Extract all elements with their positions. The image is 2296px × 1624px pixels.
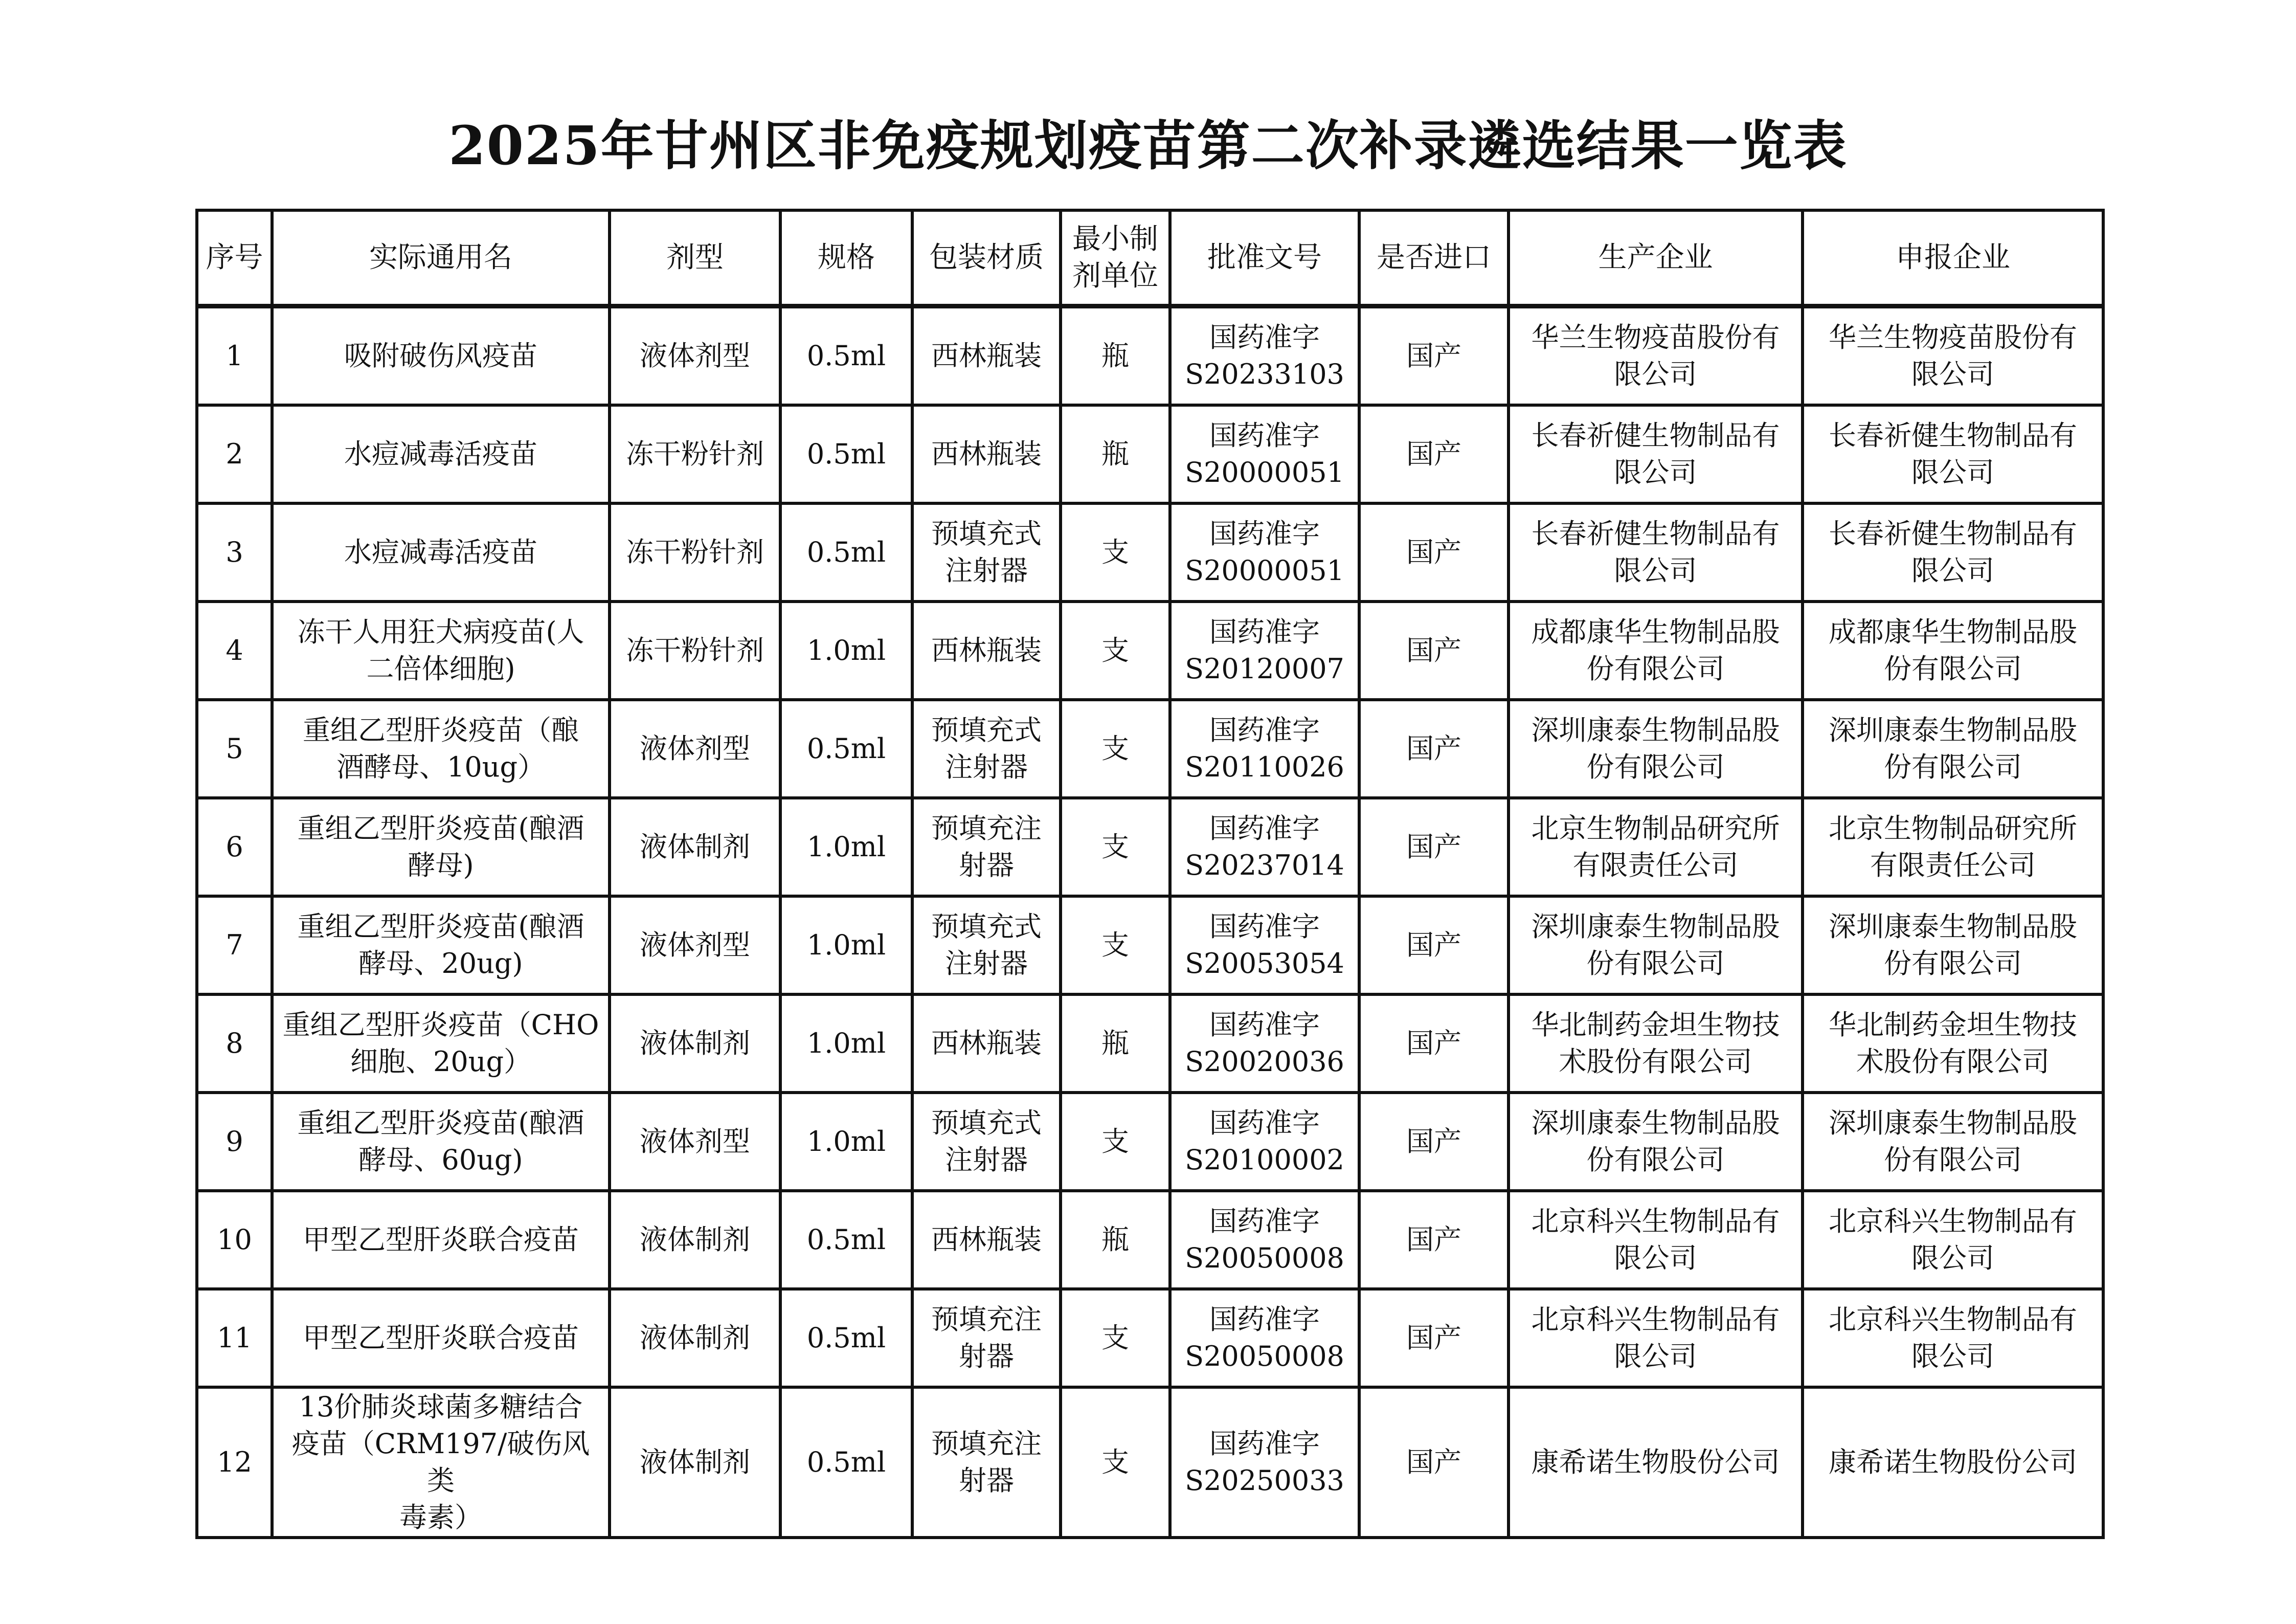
cell-imported: 国产 xyxy=(1359,306,1509,406)
cell-min-unit: 支 xyxy=(1061,1093,1170,1191)
cell-spec: 1.0ml xyxy=(780,798,912,896)
cell-applicant-line: 限公司 xyxy=(1911,1242,1994,1274)
cell-manufacturer-line: 长春祈健生物制品有 xyxy=(1531,419,1780,452)
cell-approval-line: 国药准字 xyxy=(1209,812,1320,844)
cell-name xyxy=(272,306,610,406)
cell-approval-line: S20110026 xyxy=(1185,751,1344,783)
cell-applicant-line: 北京生物制品研究所 xyxy=(1829,812,2077,844)
cell-manufacturer-line: 深圳康泰生物制品股 xyxy=(1531,1107,1780,1139)
cell-approval-line: 国药准字 xyxy=(1209,616,1320,648)
cell-index: 2 xyxy=(197,405,272,503)
table-row xyxy=(197,503,2103,602)
cell-name-line: 酵母、60ug) xyxy=(358,1144,523,1176)
cell-name-line: 重组乙型肝炎疫苗(酿酒 xyxy=(297,812,584,844)
cell-manufacturer-line: 深圳康泰生物制品股 xyxy=(1531,714,1780,746)
cell-approval xyxy=(1170,1191,1359,1289)
cell-name xyxy=(272,405,610,503)
vaccine-selection-table xyxy=(195,209,2105,1539)
cell-packaging xyxy=(912,798,1061,896)
cell-packaging xyxy=(912,1191,1061,1289)
header-packaging: 包装材质 xyxy=(912,210,1061,306)
cell-approval xyxy=(1170,1093,1359,1191)
cell-approval-line: 国药准字 xyxy=(1209,1107,1320,1139)
cell-name-line: 甲型乙型肝炎联合疫苗 xyxy=(303,1322,579,1354)
cell-packaging xyxy=(912,994,1061,1093)
cell-spec: 1.0ml xyxy=(780,602,912,700)
cell-packaging-line: 预填充式 xyxy=(931,518,1042,550)
cell-approval-line: 国药准字 xyxy=(1209,321,1320,353)
cell-manufacturer xyxy=(1509,306,1803,406)
cell-packaging-line: 西林瓶装 xyxy=(931,634,1042,666)
cell-min-unit: 支 xyxy=(1061,896,1170,994)
cell-manufacturer-line: 份有限公司 xyxy=(1586,947,1725,980)
cell-applicant xyxy=(1803,798,2103,896)
cell-manufacturer xyxy=(1509,700,1803,798)
cell-imported: 国产 xyxy=(1359,896,1509,994)
cell-packaging xyxy=(912,700,1061,798)
cell-approval xyxy=(1170,405,1359,503)
cell-manufacturer-line: 华北制药金坦生物技 xyxy=(1531,1009,1780,1041)
cell-imported: 国产 xyxy=(1359,1289,1509,1387)
table-row xyxy=(197,994,2103,1093)
cell-dosage-form: 液体制剂 xyxy=(610,1387,780,1538)
cell-approval xyxy=(1170,1289,1359,1387)
cell-approval xyxy=(1170,1387,1359,1538)
cell-dosage-form: 冻干粉针剂 xyxy=(610,405,780,503)
cell-packaging-line: 射器 xyxy=(959,1340,1014,1372)
header-manufacturer: 生产企业 xyxy=(1509,210,1803,306)
cell-packaging-line: 预填充注 xyxy=(931,1428,1042,1460)
cell-name xyxy=(272,503,610,602)
cell-packaging-line: 西林瓶装 xyxy=(931,438,1042,470)
cell-applicant-line: 康希诺生物股份公司 xyxy=(1829,1446,2077,1478)
cell-packaging-line: 注射器 xyxy=(945,947,1028,980)
cell-applicant xyxy=(1803,306,2103,406)
header-index: 序号 xyxy=(197,210,272,306)
cell-manufacturer-line: 限公司 xyxy=(1614,358,1697,390)
cell-name xyxy=(272,896,610,994)
cell-manufacturer-line: 份有限公司 xyxy=(1586,751,1725,783)
cell-name-line: 疫苗（CRM197/破伤风类 xyxy=(291,1428,590,1497)
cell-imported: 国产 xyxy=(1359,602,1509,700)
cell-manufacturer-line: 深圳康泰生物制品股 xyxy=(1531,910,1780,943)
cell-approval-line: 国药准字 xyxy=(1209,1205,1320,1237)
cell-name xyxy=(272,700,610,798)
cell-applicant-line: 华兰生物疫苗股份有 xyxy=(1829,321,2077,353)
document-title: 2025年甘州区非免疫规划疫苗第二次补录遴选结果一览表 xyxy=(448,114,1848,177)
cell-dosage-form: 冻干粉针剂 xyxy=(610,602,780,700)
cell-applicant-line: 深圳康泰生物制品股 xyxy=(1829,910,2077,943)
cell-approval-line: 国药准字 xyxy=(1209,910,1320,943)
cell-applicant xyxy=(1803,994,2103,1093)
cell-applicant xyxy=(1803,1191,2103,1289)
cell-approval-line: 国药准字 xyxy=(1209,518,1320,550)
cell-name-line: 吸附破伤风疫苗 xyxy=(344,340,537,372)
cell-dosage-form: 液体剂型 xyxy=(610,700,780,798)
cell-min-unit: 支 xyxy=(1061,503,1170,602)
cell-dosage-form: 液体剂型 xyxy=(610,1093,780,1191)
cell-approval-line: 国药准字 xyxy=(1209,419,1320,452)
cell-packaging-line: 西林瓶装 xyxy=(931,1027,1042,1059)
cell-approval xyxy=(1170,503,1359,602)
cell-approval xyxy=(1170,994,1359,1093)
cell-name-line: 重组乙型肝炎疫苗(酿酒 xyxy=(297,1107,584,1139)
cell-name xyxy=(272,1191,610,1289)
header-approval: 批准文号 xyxy=(1170,210,1359,306)
cell-spec: 1.0ml xyxy=(780,994,912,1093)
table-row xyxy=(197,306,2103,406)
cell-packaging xyxy=(912,896,1061,994)
cell-name-line: 水痘减毒活疫苗 xyxy=(344,536,537,568)
cell-manufacturer-line: 成都康华生物制品股 xyxy=(1531,616,1780,648)
cell-approval-line: 国药准字 xyxy=(1209,1303,1320,1336)
cell-applicant xyxy=(1803,405,2103,503)
cell-manufacturer-line: 限公司 xyxy=(1614,456,1697,488)
cell-imported: 国产 xyxy=(1359,1093,1509,1191)
cell-manufacturer-line: 术股份有限公司 xyxy=(1559,1045,1752,1078)
cell-packaging-line: 预填充式 xyxy=(931,714,1042,746)
cell-name-line: 酵母、20ug) xyxy=(358,947,523,980)
cell-packaging-line: 预填充注 xyxy=(931,1303,1042,1336)
cell-spec: 0.5ml xyxy=(780,700,912,798)
cell-name xyxy=(272,1289,610,1387)
cell-applicant-line: 华北制药金坦生物技 xyxy=(1829,1009,2077,1041)
header-min-unit xyxy=(1061,210,1170,306)
cell-applicant-line: 北京科兴生物制品有 xyxy=(1829,1205,2077,1237)
cell-name xyxy=(272,1093,610,1191)
cell-manufacturer xyxy=(1509,1387,1803,1538)
cell-dosage-form: 液体制剂 xyxy=(610,1289,780,1387)
cell-manufacturer xyxy=(1509,1093,1803,1191)
cell-min-unit: 支 xyxy=(1061,700,1170,798)
cell-approval-line: S20020036 xyxy=(1185,1045,1344,1078)
cell-dosage-form: 冻干粉针剂 xyxy=(610,503,780,602)
cell-applicant-line: 限公司 xyxy=(1911,358,1994,390)
cell-index: 8 xyxy=(197,994,272,1093)
cell-index: 6 xyxy=(197,798,272,896)
cell-approval xyxy=(1170,896,1359,994)
cell-approval-line: S20050008 xyxy=(1185,1340,1344,1372)
cell-applicant-line: 术股份有限公司 xyxy=(1856,1045,2050,1078)
cell-applicant xyxy=(1803,1289,2103,1387)
cell-dosage-form: 液体剂型 xyxy=(610,896,780,994)
cell-min-unit: 支 xyxy=(1061,798,1170,896)
cell-name-line: 细胞、20ug） xyxy=(350,1045,532,1078)
cell-name-line: 冻干人用狂犬病疫苗(人 xyxy=(297,616,584,648)
cell-imported: 国产 xyxy=(1359,503,1509,602)
cell-packaging xyxy=(912,405,1061,503)
cell-approval-line: S20120007 xyxy=(1185,653,1344,685)
header-imported: 是否进口 xyxy=(1359,210,1509,306)
cell-index: 4 xyxy=(197,602,272,700)
cell-applicant xyxy=(1803,700,2103,798)
cell-packaging-line: 注射器 xyxy=(945,751,1028,783)
cell-applicant xyxy=(1803,896,2103,994)
cell-manufacturer xyxy=(1509,1191,1803,1289)
cell-spec: 1.0ml xyxy=(780,1093,912,1191)
cell-manufacturer xyxy=(1509,896,1803,994)
cell-imported: 国产 xyxy=(1359,798,1509,896)
cell-name-line: 13价肺炎球菌多糖结合 xyxy=(299,1391,583,1423)
cell-name-line: 酒酵母、10ug） xyxy=(336,751,546,783)
table-row xyxy=(197,602,2103,700)
cell-index: 10 xyxy=(197,1191,272,1289)
header-spec: 规格 xyxy=(780,210,912,306)
cell-approval xyxy=(1170,602,1359,700)
cell-approval-line: S20237014 xyxy=(1185,849,1344,881)
cell-manufacturer-line: 北京科兴生物制品有 xyxy=(1531,1303,1780,1336)
header-dosage-form: 剂型 xyxy=(610,210,780,306)
cell-index: 3 xyxy=(197,503,272,602)
cell-imported: 国产 xyxy=(1359,1191,1509,1289)
cell-min-unit: 支 xyxy=(1061,1289,1170,1387)
cell-approval-line: S20100002 xyxy=(1185,1144,1344,1176)
cell-index: 5 xyxy=(197,700,272,798)
cell-packaging-line: 西林瓶装 xyxy=(931,1223,1042,1256)
cell-applicant-line: 北京科兴生物制品有 xyxy=(1829,1303,2077,1336)
cell-manufacturer-line: 康希诺生物股份公司 xyxy=(1531,1446,1780,1478)
cell-applicant-line: 份有限公司 xyxy=(1884,653,2022,685)
cell-applicant-line: 份有限公司 xyxy=(1884,751,2022,783)
cell-approval-line: S20000051 xyxy=(1185,456,1344,488)
cell-manufacturer-line: 限公司 xyxy=(1614,554,1697,587)
header-min-unit-line: 剂单位 xyxy=(1072,259,1158,293)
cell-applicant xyxy=(1803,1093,2103,1191)
cell-packaging xyxy=(912,503,1061,602)
cell-packaging-line: 预填充注 xyxy=(931,812,1042,844)
table-row xyxy=(197,896,2103,994)
cell-spec: 0.5ml xyxy=(780,1387,912,1538)
table-row xyxy=(197,405,2103,503)
cell-manufacturer-line: 限公司 xyxy=(1614,1242,1697,1274)
table-row xyxy=(197,1387,2103,1538)
cell-packaging xyxy=(912,1289,1061,1387)
cell-spec: 0.5ml xyxy=(780,1191,912,1289)
cell-manufacturer-line: 长春祈健生物制品有 xyxy=(1531,518,1780,550)
table-row xyxy=(197,1093,2103,1191)
header-applicant: 申报企业 xyxy=(1803,210,2103,306)
cell-approval-line: S20000051 xyxy=(1185,554,1344,587)
table-row xyxy=(197,1289,2103,1387)
cell-applicant xyxy=(1803,1387,2103,1538)
cell-min-unit: 支 xyxy=(1061,602,1170,700)
cell-applicant-line: 限公司 xyxy=(1911,1340,1994,1372)
table-row xyxy=(197,1191,2103,1289)
cell-applicant-line: 份有限公司 xyxy=(1884,1144,2022,1176)
cell-index: 11 xyxy=(197,1289,272,1387)
cell-index: 1 xyxy=(197,306,272,406)
cell-applicant xyxy=(1803,503,2103,602)
cell-min-unit: 瓶 xyxy=(1061,994,1170,1093)
cell-index: 12 xyxy=(197,1387,272,1538)
cell-applicant-line: 份有限公司 xyxy=(1884,947,2022,980)
cell-name-line: 重组乙型肝炎疫苗（酿 xyxy=(303,714,579,746)
cell-approval-line: 国药准字 xyxy=(1209,1009,1320,1041)
cell-packaging-line: 预填充式 xyxy=(931,910,1042,943)
cell-packaging xyxy=(912,602,1061,700)
header-min-unit-line: 最小制 xyxy=(1072,223,1158,256)
cell-applicant-line: 深圳康泰生物制品股 xyxy=(1829,1107,2077,1139)
cell-imported: 国产 xyxy=(1359,1387,1509,1538)
cell-index: 7 xyxy=(197,896,272,994)
cell-manufacturer xyxy=(1509,798,1803,896)
cell-approval xyxy=(1170,700,1359,798)
cell-packaging xyxy=(912,1093,1061,1191)
cell-min-unit: 瓶 xyxy=(1061,306,1170,406)
cell-dosage-form: 液体制剂 xyxy=(610,994,780,1093)
cell-name-line: 重组乙型肝炎疫苗(酿酒 xyxy=(297,910,584,943)
cell-imported: 国产 xyxy=(1359,994,1509,1093)
cell-name-line: 水痘减毒活疫苗 xyxy=(344,438,537,470)
cell-applicant-line: 长春祈健生物制品有 xyxy=(1829,419,2077,452)
cell-manufacturer xyxy=(1509,405,1803,503)
cell-spec: 0.5ml xyxy=(780,405,912,503)
cell-approval-line: S20250033 xyxy=(1185,1464,1344,1497)
cell-packaging-line: 西林瓶装 xyxy=(931,340,1042,372)
table-row xyxy=(197,798,2103,896)
cell-index: 9 xyxy=(197,1093,272,1191)
cell-packaging-line: 射器 xyxy=(959,849,1014,881)
table-header-row xyxy=(197,210,2103,306)
table-body xyxy=(197,306,2103,1538)
cell-spec: 1.0ml xyxy=(780,896,912,994)
cell-name xyxy=(272,1387,610,1538)
cell-applicant-line: 深圳康泰生物制品股 xyxy=(1829,714,2077,746)
cell-name-line: 毒素） xyxy=(399,1501,482,1533)
cell-packaging-line: 注射器 xyxy=(945,554,1028,587)
cell-applicant-line: 限公司 xyxy=(1911,456,1994,488)
cell-manufacturer-line: 份有限公司 xyxy=(1586,1144,1725,1176)
cell-manufacturer xyxy=(1509,602,1803,700)
cell-manufacturer-line: 限公司 xyxy=(1614,1340,1697,1372)
cell-name-line: 重组乙型肝炎疫苗（CHO xyxy=(282,1009,599,1041)
cell-applicant-line: 限公司 xyxy=(1911,554,1994,587)
cell-spec: 0.5ml xyxy=(780,503,912,602)
cell-name xyxy=(272,602,610,700)
cell-applicant-line: 成都康华生物制品股 xyxy=(1829,616,2077,648)
cell-approval-line: S20050008 xyxy=(1185,1242,1344,1274)
cell-manufacturer-line: 有限责任公司 xyxy=(1572,849,1739,881)
cell-manufacturer xyxy=(1509,1289,1803,1387)
cell-approval xyxy=(1170,798,1359,896)
cell-packaging xyxy=(912,306,1061,406)
cell-packaging xyxy=(912,1387,1061,1538)
cell-spec: 0.5ml xyxy=(780,1289,912,1387)
cell-approval-line: S20233103 xyxy=(1185,358,1344,390)
cell-name-line: 酵母) xyxy=(408,849,474,881)
cell-approval-line: 国药准字 xyxy=(1209,1428,1320,1460)
cell-manufacturer-line: 北京科兴生物制品有 xyxy=(1531,1205,1780,1237)
cell-dosage-form: 液体剂型 xyxy=(610,306,780,406)
cell-packaging-line: 预填充式 xyxy=(931,1107,1042,1139)
cell-approval-line: 国药准字 xyxy=(1209,714,1320,746)
cell-manufacturer-line: 北京生物制品研究所 xyxy=(1531,812,1780,844)
cell-manufacturer-line: 华兰生物疫苗股份有 xyxy=(1531,321,1780,353)
cell-approval-line: S20053054 xyxy=(1185,947,1344,980)
cell-applicant xyxy=(1803,602,2103,700)
cell-min-unit: 瓶 xyxy=(1061,405,1170,503)
cell-name-line: 甲型乙型肝炎联合疫苗 xyxy=(303,1223,579,1256)
cell-min-unit: 瓶 xyxy=(1061,1191,1170,1289)
cell-imported: 国产 xyxy=(1359,700,1509,798)
cell-name xyxy=(272,798,610,896)
header-name: 实际通用名 xyxy=(272,210,610,306)
table-row xyxy=(197,700,2103,798)
cell-applicant-line: 有限责任公司 xyxy=(1870,849,2036,881)
cell-spec: 0.5ml xyxy=(780,306,912,406)
cell-dosage-form: 液体制剂 xyxy=(610,1191,780,1289)
cell-dosage-form: 液体制剂 xyxy=(610,798,780,896)
cell-packaging-line: 射器 xyxy=(959,1464,1014,1497)
cell-manufacturer xyxy=(1509,503,1803,602)
cell-manufacturer xyxy=(1509,994,1803,1093)
cell-packaging-line: 注射器 xyxy=(945,1144,1028,1176)
cell-applicant-line: 长春祈健生物制品有 xyxy=(1829,518,2077,550)
cell-name-line: 二倍体细胞) xyxy=(366,653,515,685)
cell-min-unit: 支 xyxy=(1061,1387,1170,1538)
cell-name xyxy=(272,994,610,1093)
cell-manufacturer-line: 份有限公司 xyxy=(1586,653,1725,685)
cell-imported: 国产 xyxy=(1359,405,1509,503)
cell-approval xyxy=(1170,306,1359,406)
